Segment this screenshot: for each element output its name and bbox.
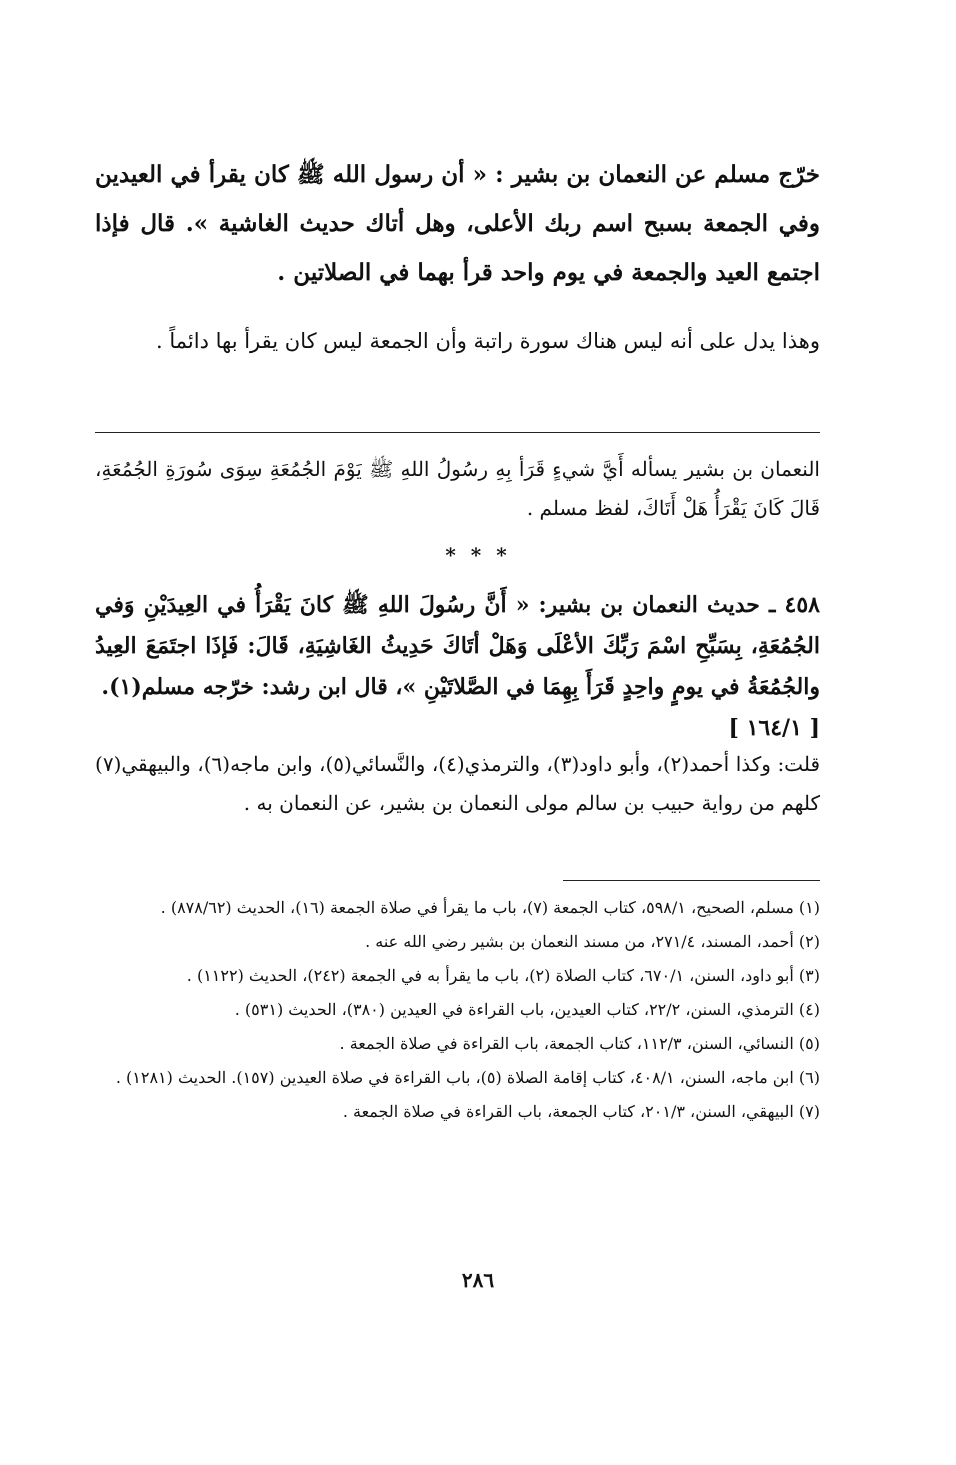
continued-footnote: النعمان بن بشير يسأله أَيَّ شيءٍ قَرَأ بِهِ رسُولُ اللهِ ﷺ يَوْمَ الجُمُعَةِ سِوَى سُورَةِ الجُمُعَةِ، قَالَ كَانَ يَقْرَأُ هَلْ أَتَاكَ، لفظ مسلم . — [95, 457, 820, 520]
footnote-divider — [563, 880, 820, 881]
footnote-3: (٣) أبو داود، السنن، ٦٧٠/١، كتاب الصلاة (٢)، باب ما يقرأ به في الجمعة (٢٤٢)، الحديث (١١٢٢) . — [186, 966, 820, 985]
footnote-list — [95, 893, 820, 1131]
hadith-block — [95, 585, 820, 749]
footnote-6: (٦) ابن ماجه، السنن، ٤٠٨/١، كتاب إقامة الصلاة (٥)، باب القراءة في صلاة العيدين (١٥٧). الحديث (١٢٨١) . — [115, 1068, 820, 1087]
footnote-7: (٧) البيهقي، السنن، ٢٠١/٣، كتاب الجمعة، باب القراءة في صلاة الجمعة . — [342, 1102, 820, 1121]
footnote-4: (٤) الترمذي، السنن، ٢٢/٢، كتاب العيدين، باب القراءة في العيدين (٣٨٠)، الحديث (٥٣١) . — [234, 1000, 820, 1019]
footnote-1: (١) مسلم، الصحيح، ٥٩٨/١، كتاب الجمعة (٧)، باب ما يقرأ في صلاة الجمعة (١٦)، الحديث (٨٧٨/٦٢) . — [160, 898, 820, 917]
footnote-5: (٥) النسائي، السنن، ١١٢/٣، كتاب الجمعة، باب القراءة في صلاة الجمعة . — [339, 1034, 820, 1053]
footnote-divider-top — [95, 432, 820, 433]
opening-paragraph: خرّج مسلم عن النعمان بن بشير : « أن رسول الله ﷺ كان يقرأ في العيدين وفي الجمعة بسبح اسم ربك الأعلى، وهل أتاك حديث الغاشية ». قال فإذا اجتمع العيد والجمعة في يوم واحد قرأ بهما في الصلاتين . — [95, 161, 820, 286]
page-number: ٢٨٦ — [461, 1268, 495, 1292]
section-separator: * * * — [445, 543, 511, 567]
hadith-text: ٤٥٨ ـ حديث النعمان بن بشير: « أَنَّ رسُولَ اللهِ ﷺ كانَ يَقْرَأُ في العِيدَيْنِ وَفي الجُمُعَةِ، بِسَبِّحِ اسْمَ رَبِّكَ الأعْلَى وَهَلْ أتَاكَ حَدِيثُ الغَاشِيَةِ، قَالَ: فَإذَا اجتَمَعَ العِيدُ والجُمُعَةُ في يومٍ واحِدٍ قَرَأَ بِهِمَا في الصَّلاتَيْنِ »، قال ابن رشد: خرّجه مسلم(١). — [95, 592, 820, 700]
qult-paragraph: قلت: وكذا أحمد(٢)، وأبو داود(٣)، والترمذي(٤)، والنَّسائي(٥)، وابن ماجه(٦)، والبيهقي(٧) كلهم من رواية حبيب بن سالم مولى النعمان بن بشير، عن النعمان به . — [95, 752, 820, 815]
footnote-2: (٢) أحمد، المسند، ٢٧١/٤، من مسند النعمان بن بشير رضي الله عنه . — [365, 932, 820, 951]
hadith-reference: [ ١٦٤/١ ] — [728, 715, 820, 741]
commentary-paragraph: وهذا يدل على أنه ليس هناك سورة راتبة وأن الجمعة ليس كان يقرأ بها دائماً . — [156, 329, 820, 353]
